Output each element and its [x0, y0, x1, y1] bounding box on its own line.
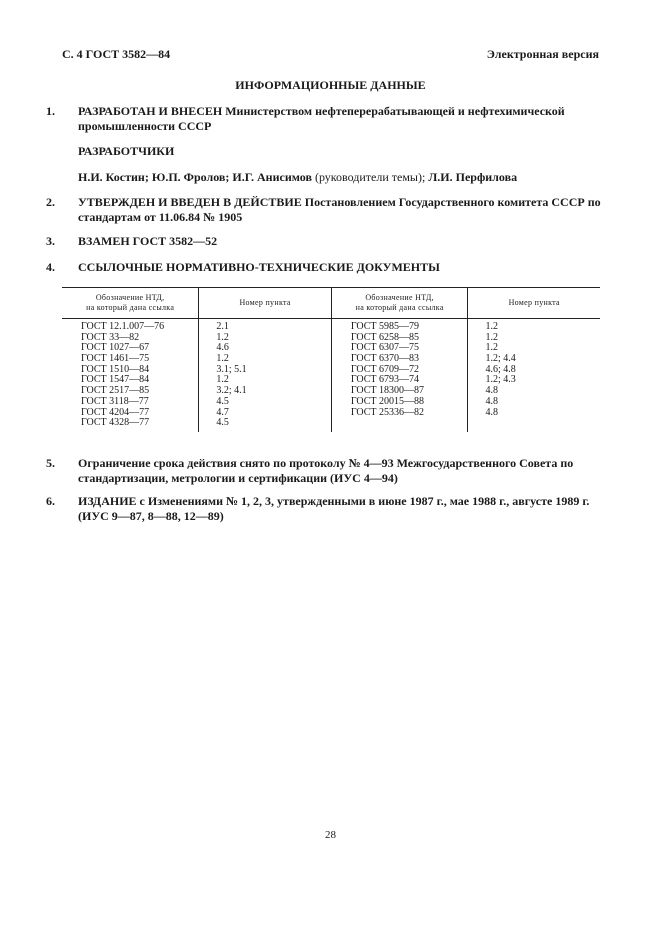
item-1-number: 1.	[46, 104, 55, 118]
left-docs-cell	[62, 319, 199, 432]
table-cell-doc: ГОСТ 1547—84	[81, 374, 150, 386]
item-2-lead: УТВЕРЖДЕН И ВВЕДЕН В ДЕЙСТВИЕ	[78, 195, 302, 209]
table-cell-doc: ГОСТ 2517—85	[81, 385, 150, 397]
col-header-doc-left-line1: Обозначение НТД,	[95, 293, 165, 302]
item-2	[46, 195, 616, 225]
col-header-doc-right-line2: на который дана ссылка	[355, 303, 444, 312]
table-cell-doc: ГОСТ 4328—77	[81, 417, 150, 429]
table-cell-doc: ГОСТ 6709—72	[350, 363, 419, 375]
item-3	[46, 234, 616, 249]
table-cell-doc: ГОСТ 6307—75	[350, 342, 419, 354]
developers-heading: РАЗРАБОТЧИКИ	[78, 144, 175, 158]
col-header-doc-left-line2: на который дана ссылка	[86, 303, 175, 312]
table-cell-item: 4.8	[485, 406, 498, 418]
table-cell-doc: ГОСТ 20015—88	[350, 395, 424, 407]
table-cell-doc: ГОСТ 4204—77	[81, 406, 150, 418]
table-cell-item: 4.6	[216, 342, 229, 354]
table-cell-item: 1.2	[485, 342, 498, 354]
item-2-number: 2.	[46, 195, 55, 209]
header-version-label: Электронная версия	[486, 47, 599, 61]
table-cell-item: 4.5	[216, 395, 229, 407]
table-cell-item: 4.5	[216, 417, 229, 429]
table-cell-doc: ГОСТ 6370—83	[350, 353, 419, 365]
item-4-number: 4.	[46, 260, 55, 274]
table-cell-item: 3.1; 5.1	[216, 363, 247, 375]
table-cell-doc: ГОСТ 25336—82	[350, 406, 424, 418]
header-document-id: С. 4 ГОСТ 3582—84	[62, 47, 171, 61]
table-cell-item: 4.7	[216, 406, 229, 418]
table-cell-item: 4.6; 4.8	[485, 363, 516, 375]
col-header-doc-right-line1: Обозначение НТД,	[365, 293, 434, 302]
table-cell-doc: ГОСТ 18300—87	[350, 385, 424, 397]
right-docs-cell	[331, 319, 468, 432]
item-3-text: ВЗАМЕН ГОСТ 3582—52	[78, 234, 218, 248]
item-5-text: Ограничение срока действия снято по протоколу № 4—93 Межгосударственного Совета по стандартизации, метрологии и сертификации (ИУС 4—94)	[78, 456, 574, 485]
item-6	[46, 494, 616, 524]
table-cell-item: 1.2	[216, 374, 229, 386]
table-cell-doc: ГОСТ 12.1.007—76	[81, 321, 165, 332]
table-cell-doc: ГОСТ 6793—74	[350, 374, 419, 386]
item-1-lead: РАЗРАБОТАН И ВНЕСЕН	[78, 104, 223, 118]
page-title: ИНФОРМАЦИОННЫЕ ДАННЫЕ	[235, 78, 426, 92]
item-4	[46, 260, 616, 275]
table-cell-item: 2.1	[216, 321, 229, 332]
developers-names-1: Н.И. Костин; Ю.П. Фролов; И.Г. Анисимов	[78, 170, 312, 184]
developers-names-2: Л.И. Перфилова	[428, 170, 518, 184]
table-cell-doc: ГОСТ 6258—85	[350, 331, 419, 343]
item-6-number: 6.	[46, 494, 55, 508]
table-cell-item: 4.8	[485, 395, 498, 407]
table-cell-item: 1.2	[485, 331, 498, 343]
developers-note: (руководители темы);	[314, 170, 426, 184]
table-cell-doc: ГОСТ 1461—75	[81, 353, 150, 365]
item-1-text: Министерством нефтеперерабатывающей и нефтехимической промышленности СССР	[78, 104, 565, 133]
table-cell-item: 1.2	[216, 353, 229, 365]
table-cell-item: 1.2; 4.3	[485, 374, 516, 386]
col-header-doc-left	[62, 288, 199, 319]
col-header-item-right: Номер пункта	[468, 288, 600, 319]
item-5	[46, 456, 616, 486]
col-header-doc-right	[331, 288, 468, 319]
item-4-text: ССЫЛОЧНЫЕ НОРМАТИВНО-ТЕХНИЧЕСКИЕ ДОКУМЕНТЫ	[78, 260, 440, 274]
table-cell-item: 1.2	[216, 331, 229, 343]
table-cell-item: 1.2; 4.4	[485, 353, 516, 365]
developers-list	[62, 170, 616, 185]
item-2-text: Постановлением Государственного комитета СССР по стандартам от 11.06.84 № 1905	[78, 195, 601, 224]
table-cell-item: 4.8	[485, 385, 498, 397]
left-items-cell	[199, 319, 331, 432]
item-1	[46, 104, 616, 134]
table-cell-doc: ГОСТ 1027—67	[81, 342, 150, 354]
item-3-number: 3.	[46, 234, 55, 248]
table-cell-doc: ГОСТ 33—82	[81, 331, 140, 343]
col-header-item-left: Номер пункта	[199, 288, 331, 319]
item-5-number: 5.	[46, 456, 55, 470]
item-6-text: ИЗДАНИЕ с Изменениями № 1, 2, 3, утвержденными в июне 1987 г., мае 1988 г., августе 1989 г. (ИУС 9—87, 8—88, 12—89)	[78, 494, 590, 523]
table-cell-item: 1.2	[485, 321, 498, 332]
right-items-cell	[468, 319, 600, 432]
table-cell-doc: ГОСТ 1510—84	[81, 363, 150, 375]
reference-documents-table	[62, 287, 600, 432]
page-number: 28	[325, 829, 336, 841]
table-cell-doc: ГОСТ 5985—79	[350, 321, 419, 332]
table-cell-item: 3.2; 4.1	[216, 385, 247, 397]
table-cell-doc: ГОСТ 3118—77	[81, 395, 149, 407]
